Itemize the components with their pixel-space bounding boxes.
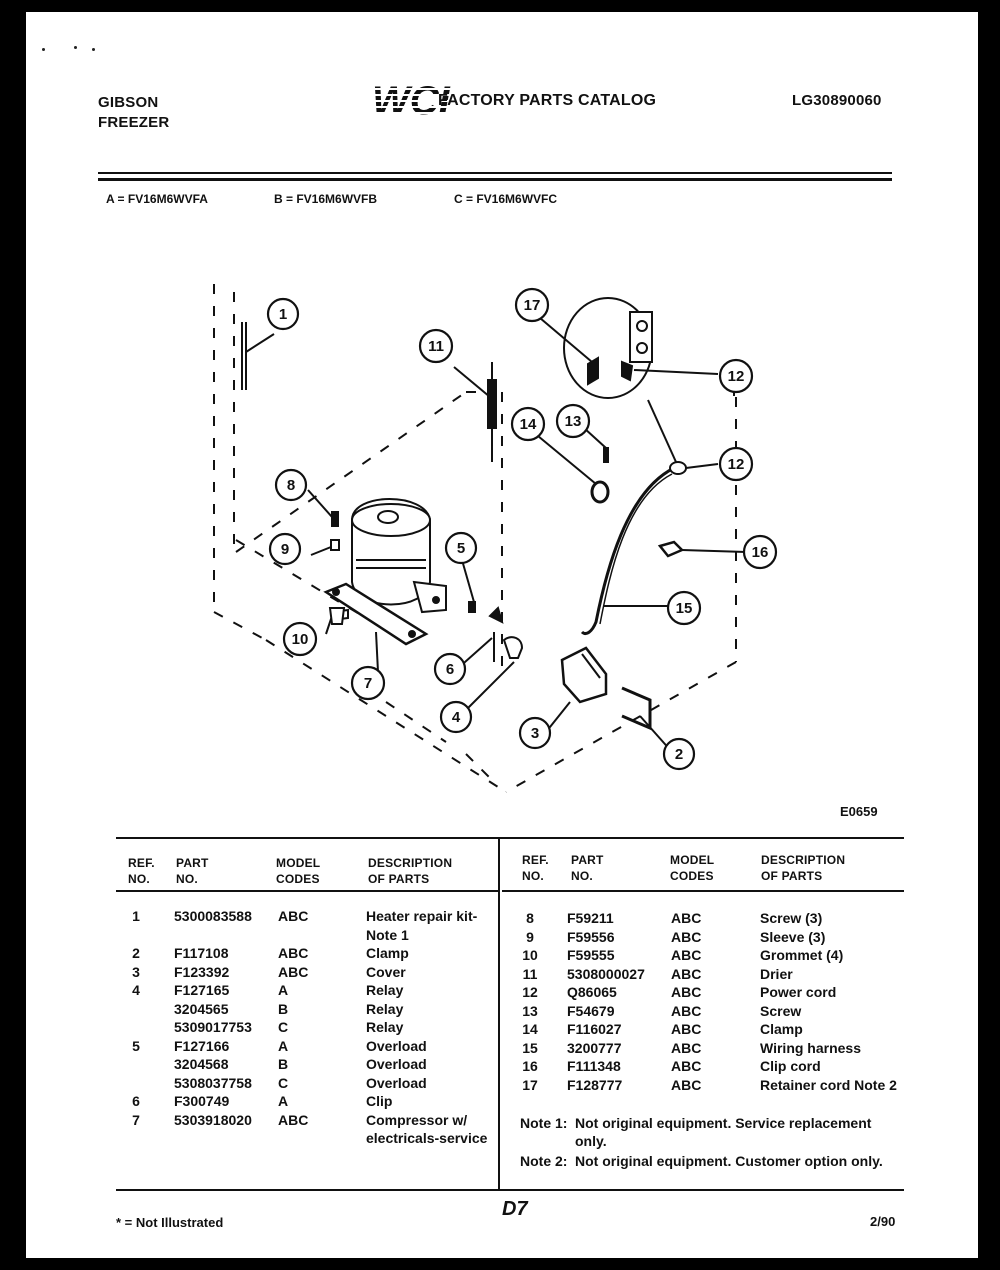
model-codes-cell: ABC: [278, 1111, 309, 1128]
model-codes-cell: ABC: [278, 963, 309, 980]
callout-label: 13: [564, 413, 582, 430]
ref-cell: 14: [522, 1021, 538, 1037]
description-cell: Overload: [366, 1056, 427, 1072]
part-number-cell: 5303918020: [174, 1111, 252, 1128]
model-codes-cell: ABC: [671, 984, 702, 1000]
callout-label: 15: [675, 600, 693, 617]
part-small-screw: [584, 428, 608, 462]
page-code: D7: [502, 1198, 528, 1220]
part-number-cell: 5308037758: [174, 1074, 252, 1091]
callout-10: [284, 623, 316, 655]
callout-12a: [720, 360, 752, 392]
callout-label: 10: [291, 631, 309, 648]
model-codes-cell: ABC: [671, 1058, 702, 1074]
part-number-cell: 5308000027: [567, 965, 645, 982]
ref-cell: 4: [132, 982, 140, 998]
callout-label: 2: [674, 746, 684, 763]
col-part-header-right: PART NO.: [571, 853, 604, 883]
part-heater: [242, 322, 274, 390]
ref-cell: 6: [132, 1093, 140, 1109]
part-clamp: [622, 688, 672, 752]
part-small-clamp: [538, 436, 608, 502]
catalog-page: [26, 12, 978, 1258]
part-cover: [546, 648, 606, 732]
model-codes-cell: ABC: [671, 1021, 702, 1037]
callout-15: [668, 592, 700, 624]
part-retainer-cord: [540, 318, 598, 384]
part-number-cell: F123392: [174, 963, 230, 980]
catalog-number: LG30890060: [792, 92, 882, 109]
part-number-cell: F127166: [174, 1037, 230, 1054]
callout-label: 7: [363, 675, 373, 692]
table-top-rule: [116, 837, 904, 839]
callout-label: 9: [280, 541, 290, 558]
ref-cell: 10: [522, 947, 538, 963]
part-number-cell: F59211: [567, 910, 614, 926]
brand-line-1: GIBSON: [98, 94, 159, 111]
description-cell: Retainer cord Note 2: [760, 1076, 897, 1093]
table-center-divider: [498, 839, 500, 1189]
col-desc-header-right: DESCRIPTION OF PARTS: [761, 853, 846, 883]
description-cell: Clip: [366, 1093, 393, 1109]
part-number-cell: F127165: [174, 982, 230, 998]
note-2-label: Note 2:: [520, 1153, 568, 1169]
callout-label: 8: [286, 477, 296, 494]
model-codes-cell: B: [278, 1056, 289, 1072]
ref-cell: 1: [132, 908, 140, 924]
description-cell: Clip cord: [760, 1058, 821, 1074]
callout-label: 6: [445, 661, 455, 678]
description-cell: Screw: [760, 1002, 802, 1019]
col-model-header-right: MODEL CODES: [670, 853, 715, 883]
callout-label: 12: [727, 456, 745, 473]
ref-cell: 7: [132, 1111, 140, 1128]
col-ref-header-right: REF. NO.: [522, 853, 549, 883]
ref-cell: 17: [522, 1076, 538, 1093]
exploded-parts-diagram: [26, 12, 978, 832]
ref-cell: 13: [522, 1002, 538, 1019]
ref-cell: 2: [132, 945, 140, 961]
table-bottom-rule: [116, 1189, 904, 1191]
description-cell: Power cord: [760, 984, 837, 1000]
callout-label: 3: [530, 725, 540, 742]
callout-11: [420, 330, 452, 362]
callout-7: [352, 667, 384, 699]
note-1-text: Not original equipment. Service replacement: [575, 1115, 872, 1131]
part-number-cell: Q86065: [567, 984, 617, 1000]
part-number-cell: F300749: [174, 1093, 230, 1109]
ref-cell: 8: [526, 910, 534, 926]
part-number-cell: 5309017753: [174, 1019, 252, 1035]
model-codes-cell: ABC: [671, 1002, 702, 1019]
description-cell: Heater repair kit-: [366, 908, 478, 924]
description-cell: Relay: [366, 1000, 404, 1017]
part-power-cord: [564, 298, 734, 474]
note-1-label: Note 1:: [520, 1115, 568, 1131]
callout-4: [441, 702, 471, 732]
description-cell: Relay: [366, 982, 404, 998]
ref-cell: 5: [132, 1037, 140, 1054]
callout-5: [446, 533, 476, 563]
catalog-title: FACTORY PARTS CATALOG: [438, 92, 657, 109]
model-codes-cell: C: [278, 1019, 289, 1035]
description-cell: Drier: [760, 965, 793, 982]
part-number-cell: 5300083588: [174, 908, 252, 924]
model-codes-cell: C: [278, 1074, 289, 1091]
part-compressor: [352, 499, 446, 612]
part-number-cell: F59556: [567, 928, 615, 945]
ref-cell: 15: [522, 1039, 538, 1056]
model-c: C = FV16M6WVFC: [454, 192, 558, 206]
col-desc-header: DESCRIPTION OF PARTS: [368, 856, 453, 886]
description-cell: Grommet (4): [760, 947, 844, 963]
callout-12b: [720, 448, 752, 480]
model-codes-cell: A: [278, 982, 289, 998]
not-illustrated-legend: * = Not Illustrated: [116, 1215, 224, 1230]
callout-8: [276, 470, 306, 500]
callout-1: [268, 299, 298, 329]
diagram-code: E0659: [840, 804, 878, 819]
model-codes-cell: ABC: [671, 1076, 702, 1093]
model-codes-cell: ABC: [671, 928, 702, 945]
part-clip-cord: [660, 542, 746, 556]
col-part-header: PART NO.: [176, 856, 209, 886]
callout-3: [520, 718, 550, 748]
callout-label: 14: [519, 416, 537, 433]
model-codes-cell: ABC: [671, 910, 702, 926]
part-number-cell: 3204565: [174, 1000, 229, 1017]
callout-label: 17: [523, 297, 541, 314]
part-number-cell: 3204568: [174, 1056, 229, 1072]
model-codes-cell: B: [278, 1000, 289, 1017]
ref-cell: 3: [132, 963, 140, 980]
ref-cell: 11: [522, 965, 538, 982]
part-number-cell: F111348: [567, 1058, 621, 1074]
model-codes-cell: A: [278, 1093, 289, 1109]
wci-logo-text: WCI: [372, 79, 450, 123]
description-cell: Overload: [366, 1037, 427, 1054]
part-number-cell: F59555: [567, 947, 615, 963]
part-number-cell: F117108: [174, 945, 229, 961]
model-codes-cell: ABC: [278, 908, 309, 924]
description-cell: Sleeve (3): [760, 928, 826, 945]
part-number-cell: 3200777: [567, 1039, 622, 1056]
callout-label: 16: [751, 544, 769, 561]
right-header-rule: [502, 890, 904, 892]
callout-13: [557, 405, 589, 437]
left-header-rule: [116, 890, 498, 892]
part-number-cell: F116027: [567, 1021, 622, 1037]
description-cell: electricals-service: [366, 1130, 488, 1146]
callout-label: 11: [428, 338, 444, 355]
col-model-header: MODEL CODES: [276, 856, 321, 886]
model-codes-cell: ABC: [671, 1039, 702, 1056]
description-cell: Overload: [366, 1074, 427, 1091]
callout-16: [744, 536, 776, 568]
callout-17: [516, 289, 548, 321]
callout-9: [270, 534, 300, 564]
brand-line-2: FREEZER: [98, 114, 170, 131]
description-cell: Relay: [366, 1019, 404, 1035]
callout-label: 4: [451, 709, 461, 726]
model-a: A = FV16M6WVFA: [106, 192, 208, 206]
description-cell: Compressor w/: [366, 1111, 468, 1128]
callout-label: 1: [278, 306, 288, 323]
callout-label: 12: [727, 368, 745, 385]
callout-label: 5: [456, 540, 466, 557]
ref-cell: 9: [526, 928, 534, 945]
model-codes-cell: ABC: [671, 947, 702, 963]
part-overload: [456, 560, 522, 710]
callout-14: [512, 408, 544, 440]
description-cell: Note 1: [366, 926, 409, 943]
description-cell: Clamp: [760, 1021, 803, 1037]
description-cell: Clamp: [366, 945, 409, 961]
part-grommet-10: [330, 608, 344, 624]
model-b: B = FV16M6WVFB: [274, 192, 378, 206]
note-2-text: Not original equipment. Customer option only.: [575, 1153, 883, 1169]
model-codes-cell: A: [278, 1037, 289, 1054]
part-drier: [454, 362, 496, 462]
model-codes-cell: ABC: [671, 965, 702, 982]
note-2: [520, 1152, 883, 1170]
part-number-cell: F128777: [567, 1076, 623, 1093]
description-cell: Wiring harness: [760, 1039, 862, 1056]
callout-6: [435, 654, 465, 684]
note-1: [520, 1114, 871, 1150]
model-codes-cell: ABC: [278, 945, 309, 961]
note-1-text-cont: only.: [575, 1133, 607, 1149]
col-ref-header: REF. NO.: [128, 856, 155, 886]
description-cell: Screw (3): [760, 910, 823, 926]
ref-cell: 12: [522, 984, 538, 1000]
revision-date: 2/90: [870, 1214, 896, 1229]
callout-2: [664, 739, 694, 769]
ref-cell: 16: [522, 1058, 538, 1074]
description-cell: Cover: [366, 963, 406, 980]
part-number-cell: F54679: [567, 1002, 615, 1019]
